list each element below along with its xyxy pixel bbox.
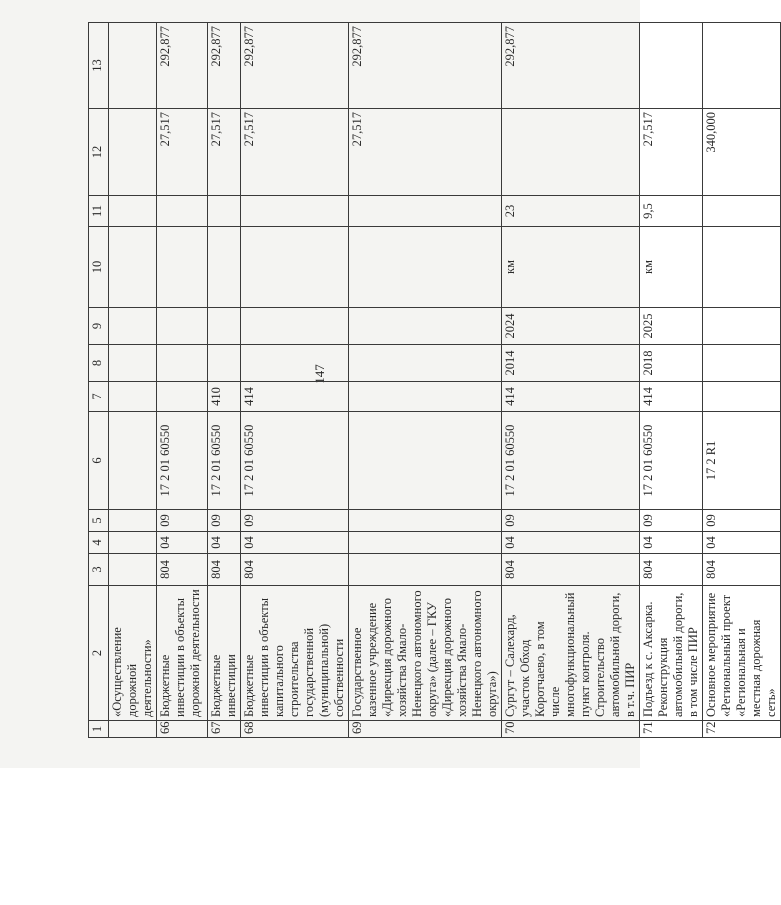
amount-cell bbox=[109, 109, 157, 196]
header-cell: 3 bbox=[89, 554, 109, 586]
code-cell: 804 bbox=[640, 554, 703, 586]
table-row bbox=[502, 23, 640, 738]
name-cell: Бюджетные инвестиции bbox=[208, 586, 241, 721]
amount-cell: 292,877 bbox=[157, 23, 208, 109]
amount-cell: 27,517 bbox=[241, 109, 349, 196]
year-cell bbox=[109, 308, 157, 345]
code-cell: 09 bbox=[157, 510, 208, 532]
code-cell: 17 2 R1 bbox=[703, 412, 781, 510]
year-cell: 2014 bbox=[502, 345, 640, 382]
code-cell: 17 2 01 60550 bbox=[208, 412, 241, 510]
code-cell: 414 bbox=[241, 382, 349, 412]
capacity-cell: 9,5 bbox=[640, 196, 703, 227]
year-cell bbox=[703, 345, 781, 382]
year-cell bbox=[241, 345, 349, 382]
name-cell: «Осуществление дорожной деятельности» bbox=[109, 586, 157, 721]
name-cell: Бюджетные инвестиции в объекты капитального строительства государственной (муниципальной) собственности bbox=[241, 586, 349, 721]
header-cell: 6 bbox=[89, 412, 109, 510]
unit-cell bbox=[703, 227, 781, 308]
year-cell: 2024 bbox=[502, 308, 640, 345]
capacity-cell bbox=[109, 196, 157, 227]
header-cell: 4 bbox=[89, 532, 109, 554]
capacity-cell bbox=[208, 196, 241, 227]
code-cell: 04 bbox=[640, 532, 703, 554]
code-cell: 17 2 01 60550 bbox=[502, 412, 640, 510]
code-cell bbox=[349, 510, 502, 532]
amount-cell: 292,877 bbox=[208, 23, 241, 109]
amount-cell bbox=[109, 23, 157, 109]
header-cell: 13 bbox=[89, 23, 109, 109]
name-cell: Подъезд к с. Аксарка. Реконструкция автомобильной дороги, в том числе ПИР bbox=[640, 586, 703, 721]
capacity-cell: 23 bbox=[502, 196, 640, 227]
row-number-cell: 71 bbox=[640, 721, 703, 738]
code-cell: 04 bbox=[703, 532, 781, 554]
code-cell bbox=[349, 554, 502, 586]
header-cell: 5 bbox=[89, 510, 109, 532]
header-cell: 10 bbox=[89, 227, 109, 308]
page-number: 147 bbox=[312, 364, 327, 384]
amount-cell: 27,517 bbox=[349, 109, 502, 196]
unit-cell bbox=[241, 227, 349, 308]
header-cell: 9 bbox=[89, 308, 109, 345]
header-cell: 2 bbox=[89, 586, 109, 721]
table-row bbox=[349, 23, 502, 738]
name-cell: Сургут – Салехард, участок Обход Коротчаево, в том числе многофункциональный пункт контроля. Строительство автомобильной дороги, в т.ч. ПИР bbox=[502, 586, 640, 721]
row-number-cell: 68 bbox=[241, 721, 349, 738]
code-cell: 804 bbox=[241, 554, 349, 586]
table-row bbox=[703, 23, 781, 738]
code-cell bbox=[349, 382, 502, 412]
code-cell: 04 bbox=[502, 532, 640, 554]
row-number-cell: 72 bbox=[703, 721, 781, 738]
code-cell: 17 2 01 60550 bbox=[640, 412, 703, 510]
capacity-cell bbox=[241, 196, 349, 227]
name-cell: Основное мероприятие «Региональный проект «Региональная и местная дорожная сеть» bbox=[703, 586, 781, 721]
year-cell: 2025 bbox=[640, 308, 703, 345]
unit-cell: км bbox=[502, 227, 640, 308]
code-cell: 414 bbox=[502, 382, 640, 412]
amount-cell bbox=[703, 23, 781, 109]
code-cell: 804 bbox=[703, 554, 781, 586]
amount-cell: 292,877 bbox=[502, 23, 640, 109]
amount-cell bbox=[502, 109, 640, 196]
year-cell bbox=[208, 345, 241, 382]
year-cell bbox=[349, 308, 502, 345]
code-cell: 09 bbox=[703, 510, 781, 532]
header-cell: 11 bbox=[89, 196, 109, 227]
unit-cell: км bbox=[640, 227, 703, 308]
code-cell: 04 bbox=[157, 532, 208, 554]
year-cell bbox=[157, 345, 208, 382]
code-cell: 09 bbox=[241, 510, 349, 532]
code-cell: 804 bbox=[208, 554, 241, 586]
amount-cell: 27,517 bbox=[157, 109, 208, 196]
code-cell bbox=[349, 532, 502, 554]
table-row bbox=[109, 23, 157, 738]
header-cell: 1 bbox=[89, 721, 109, 738]
row-number-cell bbox=[109, 721, 157, 738]
year-cell bbox=[241, 308, 349, 345]
header-cell: 7 bbox=[89, 382, 109, 412]
code-cell: 04 bbox=[241, 532, 349, 554]
code-cell bbox=[109, 382, 157, 412]
capacity-cell bbox=[157, 196, 208, 227]
amount-cell: 27,517 bbox=[208, 109, 241, 196]
capacity-cell bbox=[349, 196, 502, 227]
budget-table bbox=[88, 22, 781, 738]
budget-table-container bbox=[88, 23, 778, 738]
capacity-cell bbox=[703, 196, 781, 227]
unit-cell bbox=[208, 227, 241, 308]
code-cell: 17 2 01 60550 bbox=[157, 412, 208, 510]
code-cell bbox=[109, 554, 157, 586]
code-cell bbox=[157, 382, 208, 412]
table-header-row bbox=[89, 23, 109, 738]
code-cell: 17 2 01 60550 bbox=[241, 412, 349, 510]
amount-cell: 292,877 bbox=[241, 23, 349, 109]
table-row bbox=[157, 23, 208, 738]
code-cell: 414 bbox=[640, 382, 703, 412]
year-cell bbox=[208, 308, 241, 345]
row-number-cell: 69 bbox=[349, 721, 502, 738]
year-cell bbox=[157, 308, 208, 345]
code-cell bbox=[109, 412, 157, 510]
code-cell: 09 bbox=[208, 510, 241, 532]
row-number-cell: 67 bbox=[208, 721, 241, 738]
code-cell bbox=[109, 532, 157, 554]
year-cell bbox=[349, 345, 502, 382]
amount-cell: 292,877 bbox=[349, 23, 502, 109]
year-cell: 2018 bbox=[640, 345, 703, 382]
code-cell: 804 bbox=[502, 554, 640, 586]
code-cell: 410 bbox=[208, 382, 241, 412]
amount-cell: 340,000 bbox=[703, 109, 781, 196]
table-row bbox=[208, 23, 241, 738]
code-cell: 804 bbox=[157, 554, 208, 586]
table-row bbox=[640, 23, 703, 738]
name-cell: Бюджетные инвестиции в объекты дорожной деятельности bbox=[157, 586, 208, 721]
code-cell: 04 bbox=[208, 532, 241, 554]
code-cell: 09 bbox=[640, 510, 703, 532]
code-cell: 09 bbox=[502, 510, 640, 532]
row-number-cell: 70 bbox=[502, 721, 640, 738]
year-cell bbox=[703, 308, 781, 345]
row-number-cell: 66 bbox=[157, 721, 208, 738]
unit-cell bbox=[157, 227, 208, 308]
unit-cell bbox=[109, 227, 157, 308]
code-cell bbox=[703, 382, 781, 412]
header-cell: 8 bbox=[89, 345, 109, 382]
year-cell bbox=[109, 345, 157, 382]
name-cell: Государственное казенное учреждение «Дирекция дорожного хозяйства Ямало-Ненецкого автономного округа» (далее – ГКУ «Дирекция дорожного хозяйства Ямало-Ненецкого автономного округа») bbox=[349, 586, 502, 721]
table-row bbox=[241, 23, 349, 738]
code-cell bbox=[349, 412, 502, 510]
header-cell: 12 bbox=[89, 109, 109, 196]
code-cell bbox=[109, 510, 157, 532]
amount-cell: 27,517 bbox=[640, 109, 703, 196]
amount-cell bbox=[640, 23, 703, 109]
unit-cell bbox=[349, 227, 502, 308]
